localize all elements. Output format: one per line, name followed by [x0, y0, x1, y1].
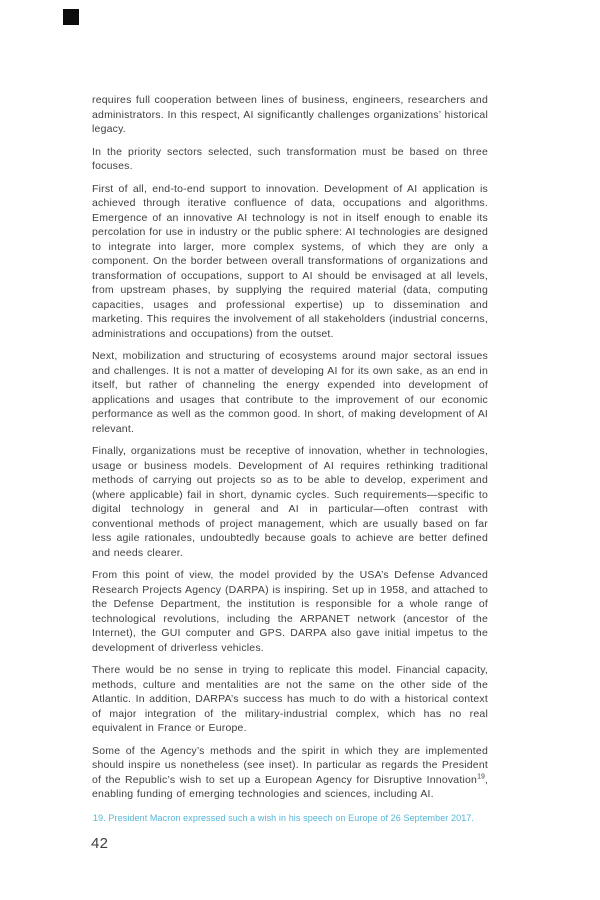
body-paragraph: From this point of view, the model provided by the USA’s Defense Advanced Research Projects Agency (DARPA) is inspiring. Set up in 1958, and attached to the Defense Department, the institution is responsible for a whole range of technological revolutions, including the ARPANET network (ancestor of the Internet), the GUI computer and GPS. DARPA also gave initial impetus to the development of driverless vehicles.	[92, 569, 488, 654]
corner-marker-square	[63, 9, 79, 25]
body-paragraph: Next, mobilization and structuring of ecosystems around major sectoral issues and challenges. It is not a matter of developing AI for its own sake, as an end in itself, but rather of channeling the energy expended into development of applications and usages that contribute to the improvement of our economic performance as well as the common good. In short, of making development of AI relevant.	[92, 350, 489, 435]
page-body-text	[92, 93, 488, 810]
body-paragraph: In the priority sectors selected, such transformation must be based on three focuses.	[92, 145, 488, 172]
body-paragraph: First of all, end-to-end support to innovation. Development of AI application is achieved through iterative confluence of data, occupations and algorithms. Emergence of an innovative AI technology is not in itself enough to enable its percolation for use in industry or the public sphere: AI technologies are designed to integrate into larger, more complex systems, of which they are only a component. On the border between overall transformations of organizations and transformation of occupations, support to AI should be envisaged at all levels, from upstream phases, by supplying the required material (data, computing capacities, usages and professional expertise) up to dissemination and marketing. This requires the involvement of all stakeholders (industrial concerns, administrations and occupations) from the outset.	[92, 182, 488, 340]
footnote-text: 19. President Macron expressed such a wish in his speech on Europe of 26 September 2017.	[93, 813, 475, 823]
body-paragraph: There would be no sense in trying to replicate this model. Financial capacity, methods, culture and mentalities are not the same on the other side of the Atlantic. In addition, DARPA’s success has much to do with a historical context of major integration of the military-industrial complex, which has no real equivalent in France or Europe.	[92, 664, 488, 734]
body-paragraph	[92, 744, 488, 802]
paragraph-text: Some of the Agency’s methods and the spirit in which they are implemented should inspire us nonetheless (see inset). In particular as regards the President of the Republic’s wish to set up a European Agency for Disruptive Innovation	[92, 744, 488, 786]
body-paragraph: Finally, organizations must be receptive of innovation, whether in technologies, usage or business models. Development of AI requires rethinking traditional methods of carrying out projects so as to be able to develop, experiment and (where applicable) fail in short, dynamic cycles. Such requirements—specific to digital technology in general and AI in particular—often contrast with conventional methods of project management, which are usually based on far less agile rationales, undoubtedly because goals to achieve are better defined and needs clearer.	[92, 445, 488, 559]
paragraph-text: , enabling funding of emerging technologies and sciences, including AI.	[92, 773, 488, 800]
body-paragraph: requires full cooperation between lines of business, engineers, researchers and administrators. In this respect, AI significantly challenges organizations’ historical legacy.	[92, 94, 488, 135]
footnote-reference-superscript: 19	[477, 773, 485, 780]
page-number: 42	[91, 835, 109, 852]
